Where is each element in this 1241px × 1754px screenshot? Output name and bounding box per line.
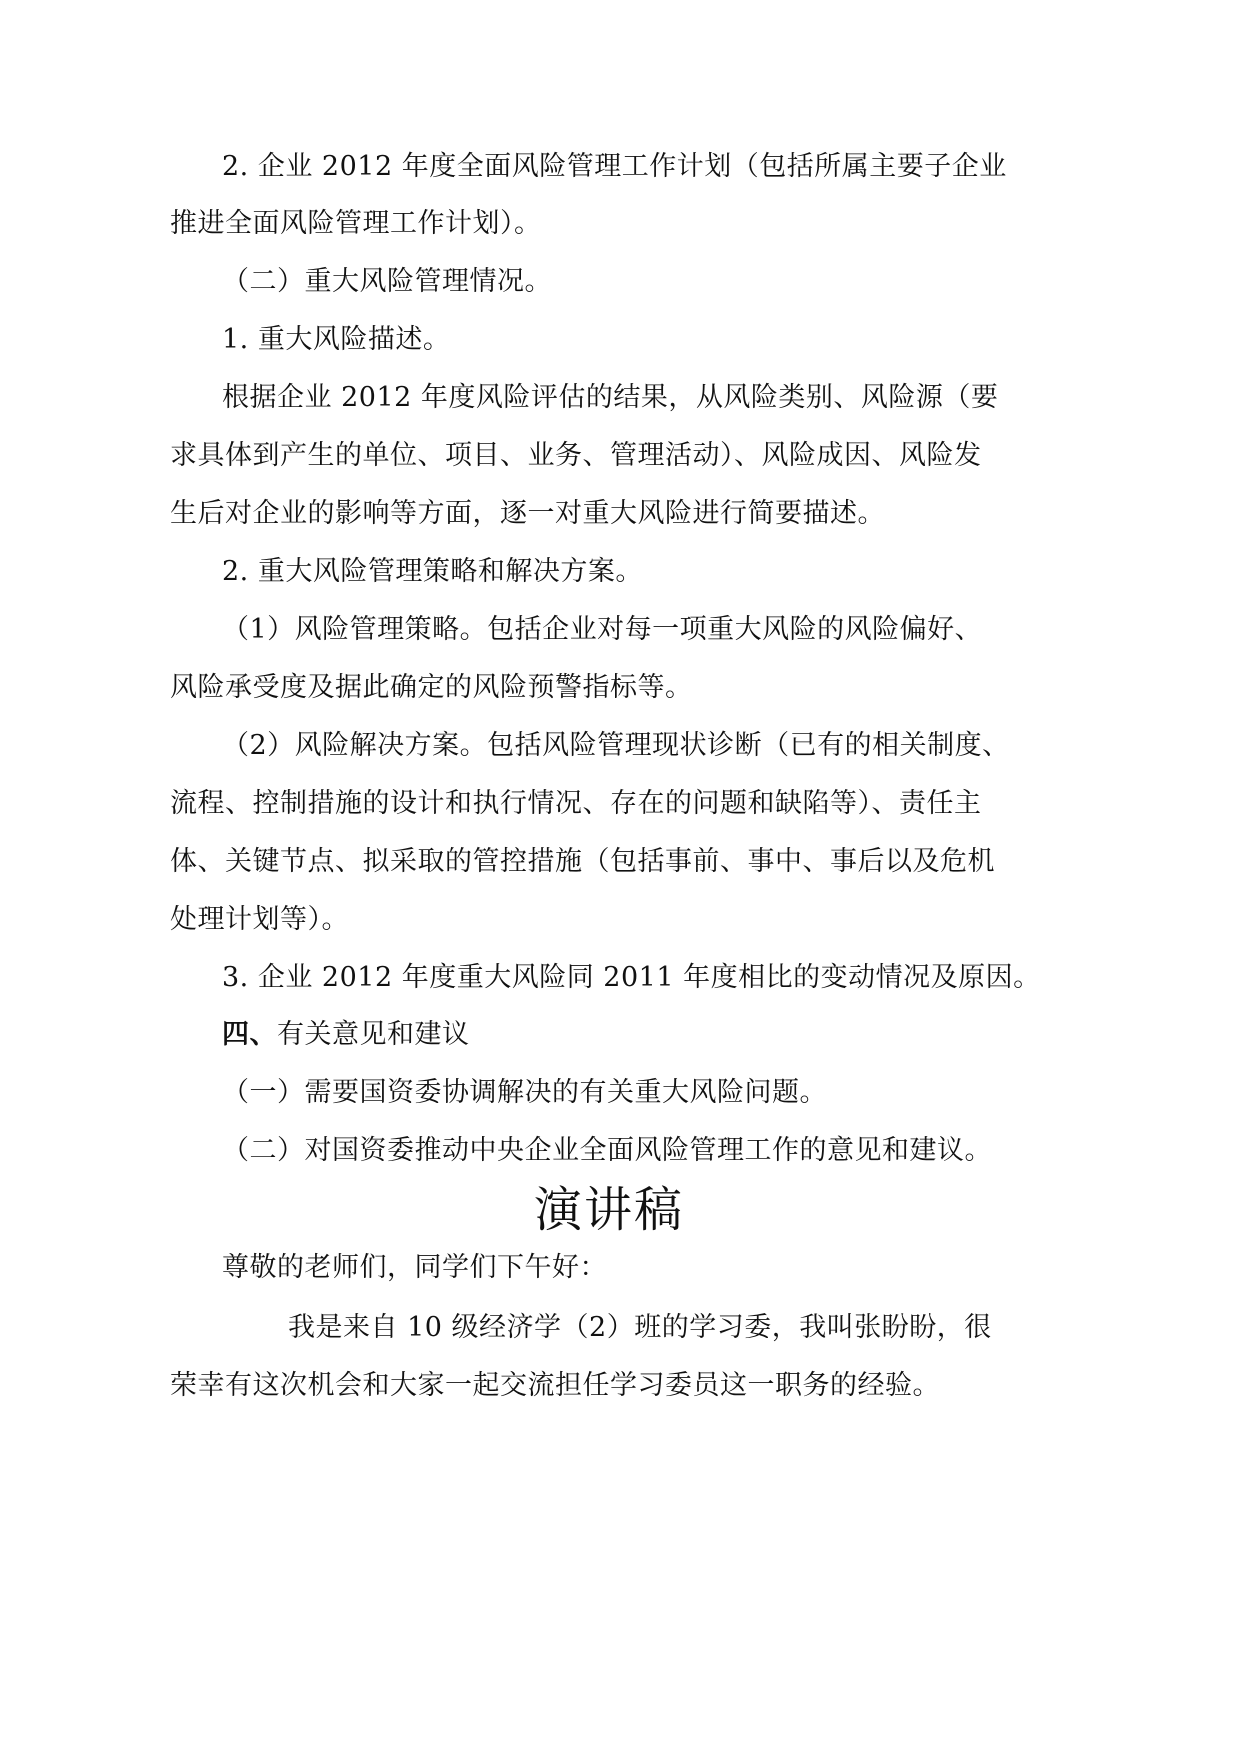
subsection-2-heading: （二）重大风险管理情况。: [222, 266, 552, 297]
risk-change-item: 3. 企业 2012 年度重大风险同 2011 年度相比的变动情况及原因。: [222, 962, 1041, 993]
section-four-title: 有关意见和建议: [277, 1019, 470, 1050]
strategy-item-1-line-2: 风险承受度及据此确定的风险预警指标等。: [170, 672, 693, 703]
plan-item-2-line-1: 2. 企业 2012 年度全面风险管理工作计划（包括所属主要子企业: [222, 151, 1007, 182]
strategy-item-1-line-1: （1）风险管理策略。包括企业对每一项重大风险的风险偏好、: [222, 614, 983, 645]
strategy-item-2-line-3: 体、关键节点、拟采取的管控措施（包括事前、事中、事后以及危机: [170, 846, 995, 877]
section-four-item-1: （一）需要国资委协调解决的有关重大风险问题。: [222, 1077, 827, 1108]
speech-body-line-1: 我是来自 10 级经济学（2）班的学习委，我叫张盼盼，很: [288, 1312, 992, 1343]
strategy-heading: 2. 重大风险管理策略和解决方案。: [222, 556, 643, 587]
strategy-item-2-line-1: （2）风险解决方案。包括风险管理现状诊断（已有的相关制度、: [222, 730, 1010, 761]
section-four-prefix: 四、: [222, 1019, 277, 1050]
risk-description-heading: 1. 重大风险描述。: [222, 324, 451, 355]
section-four-heading: [222, 1017, 470, 1053]
speech-body-line-2: 荣幸有这次机会和大家一起交流担任学习委员这一职务的经验。: [170, 1370, 940, 1401]
strategy-item-2-line-2: 流程、控制措施的设计和执行情况、存在的问题和缺陷等）、责任主: [170, 788, 982, 819]
speech-greeting: 尊敬的老师们，同学们下午好：: [222, 1252, 607, 1283]
risk-description-line-1: 根据企业 2012 年度风险评估的结果，从风险类别、风险源（要: [222, 382, 999, 413]
plan-item-2-line-2: 推进全面风险管理工作计划）。: [170, 208, 542, 239]
risk-description-line-2: 求具体到产生的单位、项目、业务、管理活动）、风险成因、风险发: [170, 440, 982, 471]
section-four-item-2: （二）对国资委推动中央企业全面风险管理工作的意见和建议。: [222, 1135, 992, 1166]
risk-description-line-3: 生后对企业的影响等方面，逐一对重大风险进行简要描述。: [170, 498, 885, 529]
strategy-item-2-line-4: 处理计划等）。: [170, 904, 349, 935]
speech-title: 演讲稿: [534, 1182, 685, 1238]
